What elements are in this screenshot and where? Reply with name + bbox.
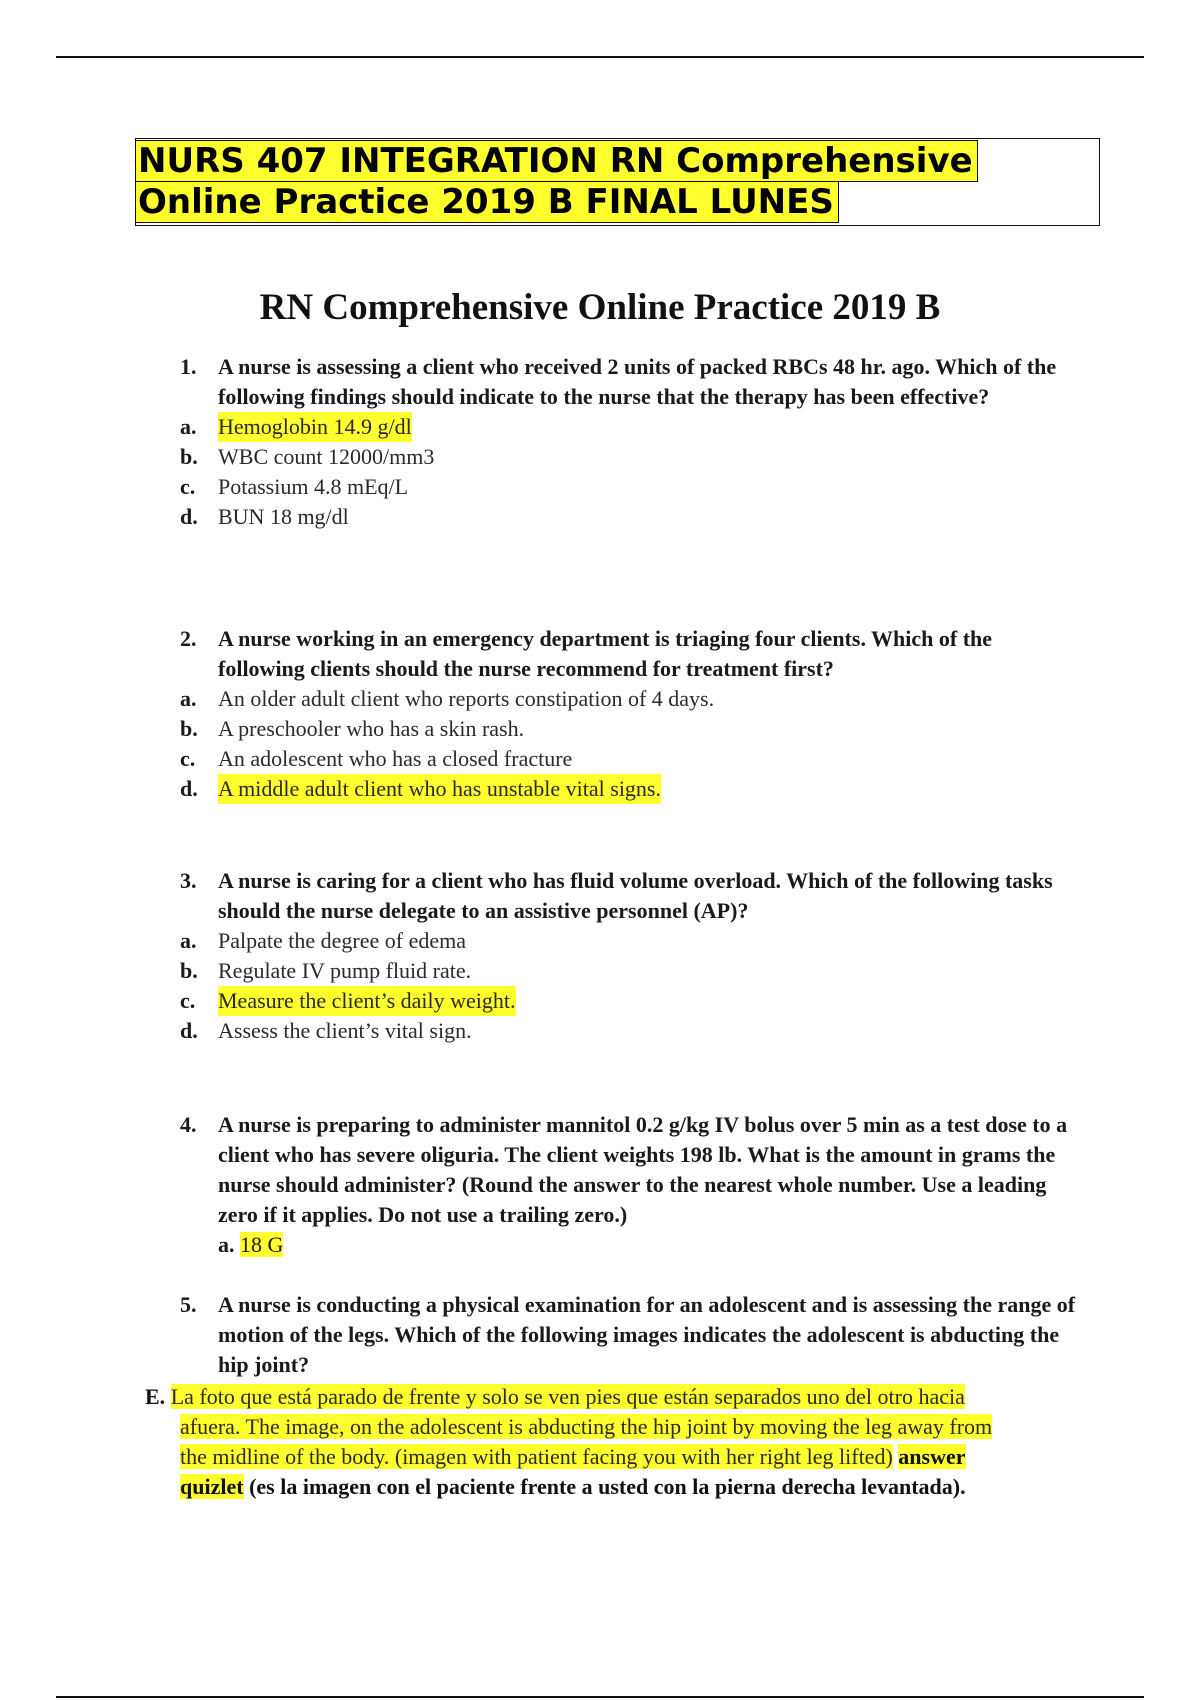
question-1 [180,352,1080,532]
option-text-correct: Measure the client’s daily weight. [218,986,516,1016]
option-c [180,744,1080,774]
question-stem: A nurse is assessing a client who received 2 units of packed RBCs 48 hr. ago. Which of the following findings should indicate to the nurse that the therapy has been effective? [218,354,1057,409]
bottom-rule [56,1696,1144,1698]
question-2 [180,624,1080,804]
question-stem: A nurse is caring for a client who has fluid volume overload. Which of the following tasks should the nurse delegate to an assistive personnel (AP)? [218,868,1053,923]
question-number: 5. [180,1292,197,1317]
question-stem: A nurse working in an emergency department is triaging four clients. Which of the following clients should the nurse recommend for treatment first? [218,626,993,681]
option-letter: b. [180,444,198,469]
option-c [180,986,1080,1016]
option-letter: c. [180,988,196,1013]
answer-text-line-3: the midline of the body. (imagen with patient facing you with her right leg lifted) [180,1444,893,1469]
option-c [180,472,1080,502]
option-text: Regulate IV pump fluid rate. [218,958,472,983]
document-title-line-1: NURS 407 INTEGRATION RN Comprehensive [135,140,978,182]
option-letter: b. [180,958,198,983]
option-letter: c. [180,746,196,771]
option-b [180,442,1080,472]
option-text: Palpate the degree of edema [218,928,466,953]
option-letter: a. [180,414,197,439]
option-text: Assess the client’s vital sign. [218,1018,472,1043]
question-5 [180,1290,1080,1380]
option-letter: b. [180,716,198,741]
answer-tail-text: (es la imagen con el paciente frente a usted con la pierna derecha levantada). [249,1474,966,1499]
option-d [180,774,1080,804]
question-stem: A nurse is preparing to administer mannitol 0.2 g/kg IV bolus over 5 min as a test dose to a client who has severe oliguria. The client weights 198 lb. What is the amount in grams the nurse should administer? (Round the answer to the nearest whole number. Use a leading zero if it applies. Do not use a trailing zero.) [218,1112,1068,1227]
question-number: 2. [180,626,197,651]
option-text: BUN 18 mg/dl [218,504,349,529]
answer-source-name: quizlet [180,1474,244,1499]
option-text: An older adult client who reports constipation of 4 days. [218,686,715,711]
option-letter: a. [180,686,197,711]
option-d [180,502,1080,532]
answer-text: 18 G [240,1232,284,1257]
option-a [180,684,1080,714]
question-number: 4. [180,1112,197,1137]
question-4 [180,1110,1080,1260]
question-stem: A nurse is conducting a physical examination for an adolescent and is assessing the range of motion of the legs. Which of the following images indicates the adolescent is abducting the hip joint? [218,1292,1076,1377]
option-letter: c. [180,474,196,499]
answer-source-label: answer [898,1444,966,1469]
option-letter: d. [180,1018,198,1043]
answer-text-line-2: afuera. The image, on the adolescent is abducting the hip joint by moving the leg away from [180,1414,993,1439]
document-title-line-2: Online Practice 2019 B FINAL LUNES [135,182,839,223]
option-b [180,714,1080,744]
option-a [180,926,1080,956]
answer-letter: E. [145,1384,166,1409]
option-letter: d. [180,504,198,529]
question-5-answer [145,1382,1085,1502]
option-letter: d. [180,776,198,801]
top-rule [56,56,1144,58]
answer-line [180,1230,1080,1260]
page-title: RN Comprehensive Online Practice 2019 B [259,287,941,328]
option-text: WBC count 12000/mm3 [218,444,435,469]
option-letter: a. [180,928,197,953]
option-text: Potassium 4.8 mEq/L [218,474,409,499]
option-text: A preschooler who has a skin rash. [218,716,525,741]
option-b [180,956,1080,986]
question-3 [180,866,1080,1046]
answer-text-line-1: La foto que está parado de frente y solo se ven pies que están separados uno del otro hacia [170,1384,965,1409]
option-text-correct: A middle adult client who has unstable vital signs. [218,774,661,804]
option-a [180,412,1080,442]
option-d [180,1016,1080,1046]
question-number: 1. [180,354,197,379]
question-number: 3. [180,868,197,893]
option-text: An adolescent who has a closed fracture [218,746,573,771]
answer-letter: a. [218,1232,235,1257]
option-text-correct: Hemoglobin 14.9 g/dl [218,412,412,442]
